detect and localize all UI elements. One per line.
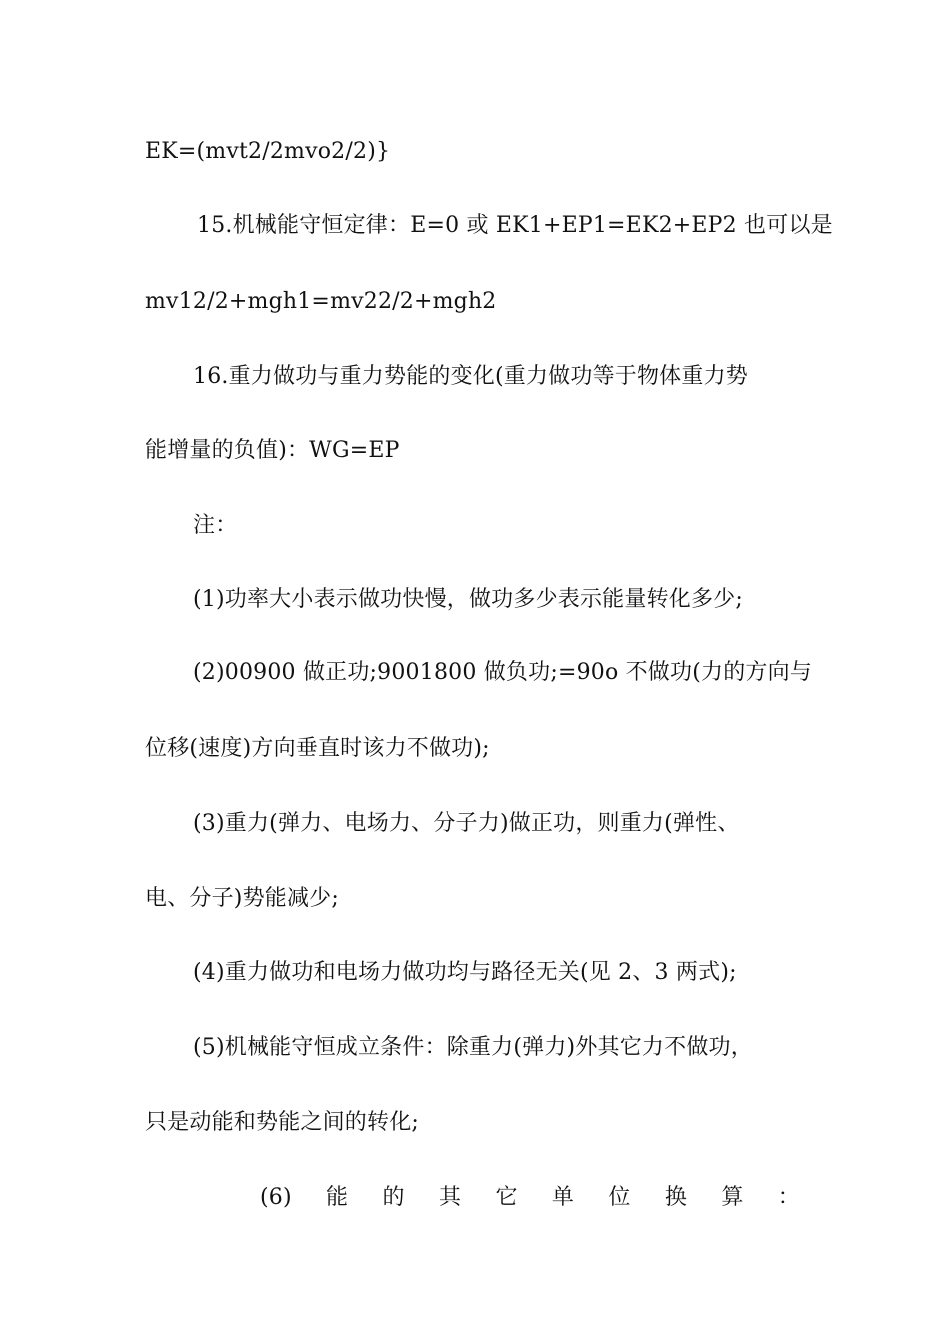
text-line-note-5: (5)机械能守恒成立条件：除重力(弹力)外其它力不做功， (193, 1035, 753, 1060)
text-line-note-2-cont: 位移(速度)方向垂直时该力不做功); (145, 736, 490, 761)
spread-char: (6) (260, 1185, 292, 1210)
spread-char: 换 (664, 1185, 688, 1210)
text-line-item-16-cont: 能增量的负值)：WG=EP (145, 438, 400, 463)
text-line-note-1: (1)功率大小表示做功快慢，做功多少表示能量转化多少; (193, 587, 743, 612)
text-line-note-2: (2)00900 做正功;9001800 做负功;=90o 不做功(力的方向与 (193, 660, 812, 685)
spread-char: 位 (608, 1185, 631, 1210)
spread-char: 它 (495, 1185, 518, 1210)
text-line-note-3: (3)重力(弹力、电场力、分子力)做正功，则重力(弹性、 (193, 811, 740, 836)
text-line-note-4: (4)重力做功和电场力做功均与路径无关(见 2、3 两式); (193, 960, 737, 985)
text-line-item-15-cont: mv12/2+mgh1=mv22/2+mgh2 (145, 289, 497, 314)
text-line-ek-formula: EK=(mvt2/2mvo2/2)} (145, 139, 391, 164)
text-line-note-3-cont: 电、分子)势能减少; (145, 886, 339, 911)
text-line-note-6 (260, 1183, 800, 1213)
spread-char: 的 (382, 1185, 405, 1210)
spread-char: 单 (551, 1185, 575, 1210)
spread-char: 其 (438, 1185, 462, 1210)
text-line-note-5-cont: 只是动能和势能之间的转化; (145, 1110, 420, 1135)
spread-char: 能 (326, 1185, 349, 1210)
spread-char: ： (777, 1185, 800, 1210)
text-line-item-16: 16.重力做功与重力势能的变化(重力做功等于物体重力势 (193, 364, 748, 389)
spread-char: 算 (721, 1185, 744, 1210)
text-line-item-15: 15.机械能守恒定律：E=0 或 EK1+EP1=EK2+EP2 也可以是 (197, 213, 833, 238)
text-line-note-heading: 注： (193, 513, 238, 538)
